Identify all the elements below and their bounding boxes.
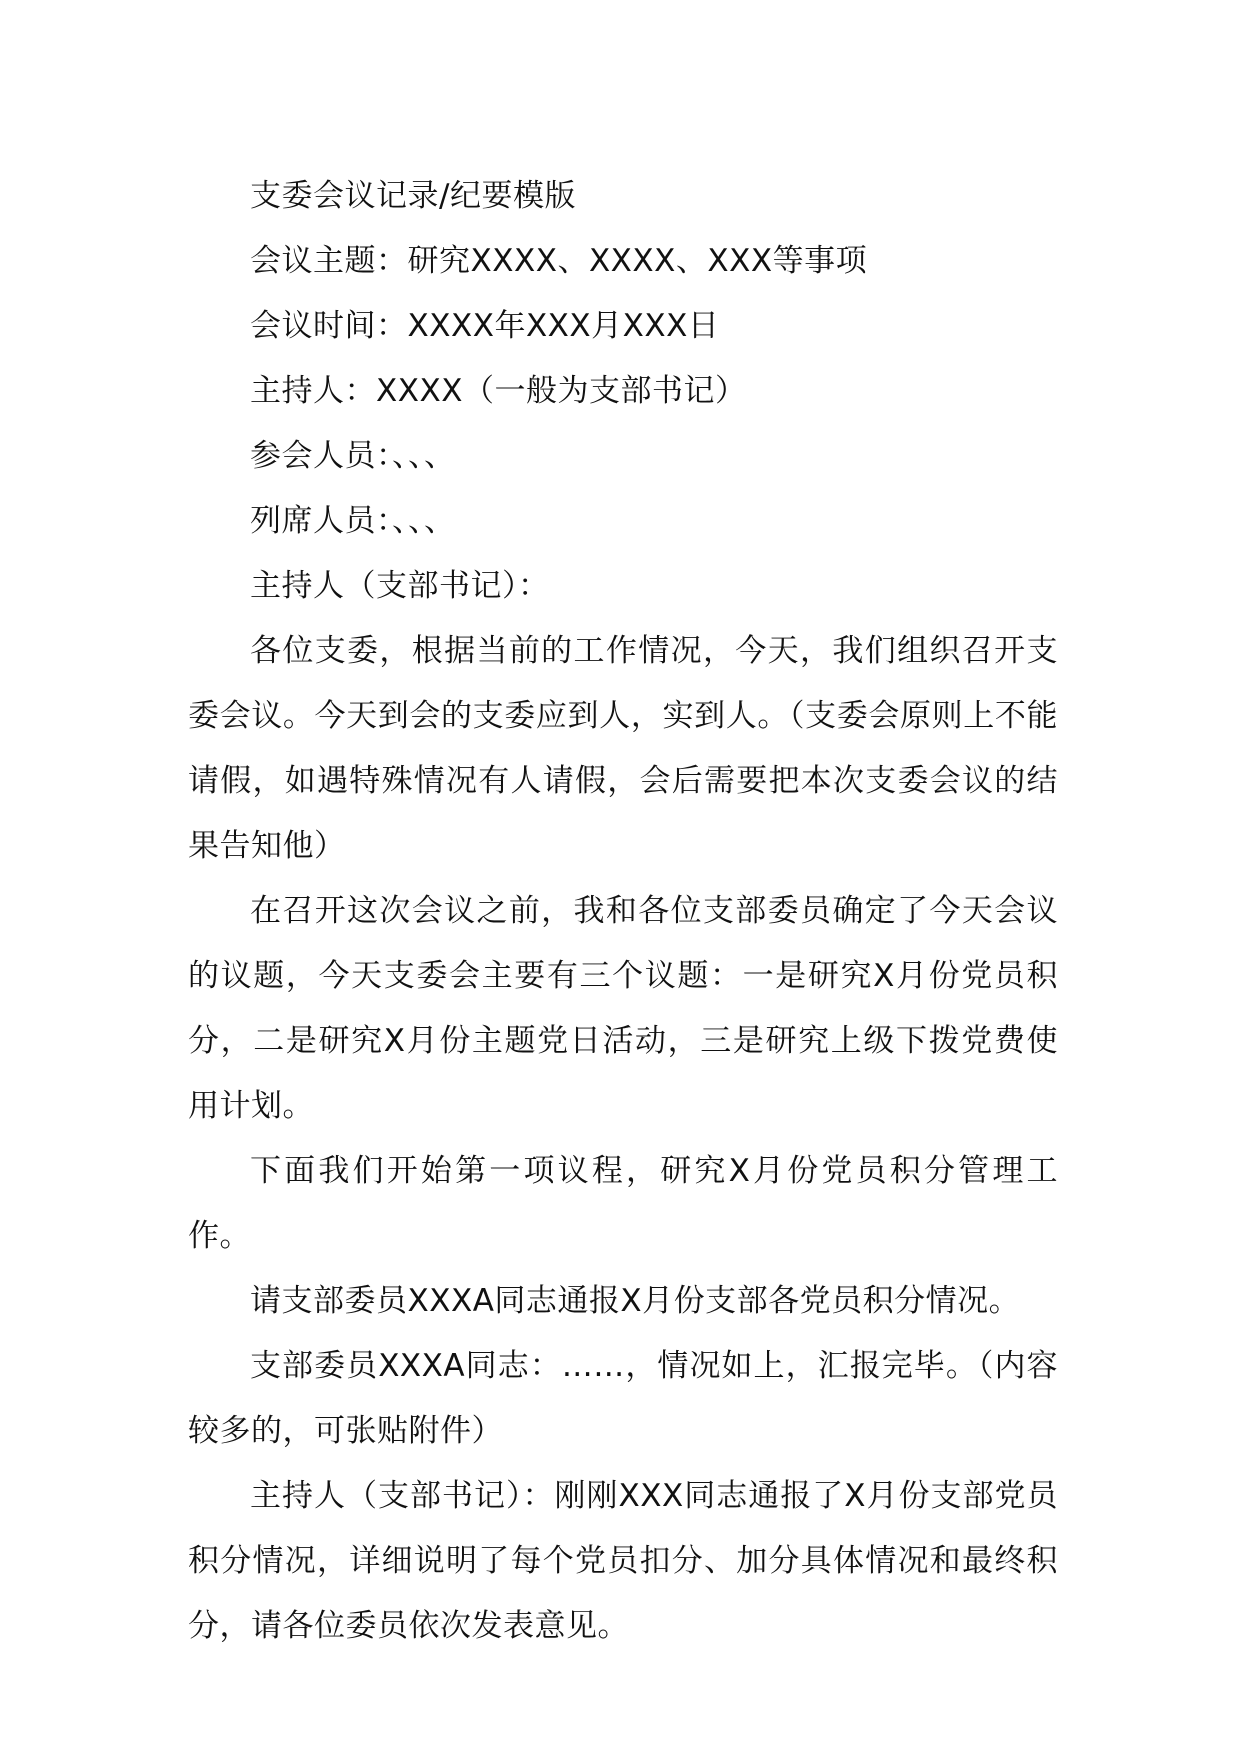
opening-paragraph: 各位支委，根据当前的工作情况，今天，我们组织召开支委会议。今天到会的支委应到人，实到人。（支委会原则上不能请假，如遇特殊情况有人请假，会后需要把本次支委会议的结果告知他） xyxy=(188,633,1058,864)
meeting-topic: 会议主题：研究XXXX、XXXX、XXX等事项 xyxy=(250,243,868,279)
first-agenda-item: 下面我们开始第一项议程，研究X月份党员积分管理工作。 xyxy=(188,1153,1058,1254)
host-speaker-label: 主持人（支部书记）： xyxy=(250,568,550,604)
member-report: 支部委员XXXA同志：……，情况如上，汇报完毕。（内容较多的，可张贴附件） xyxy=(188,1348,1058,1449)
host-summary: 主持人（支部书记）：刚刚XXX同志通报了X月份支部党员积分情况，详细说明了每个党员扣分、加分具体情况和最终积分，请各位委员依次发表意见。 xyxy=(188,1478,1058,1644)
meeting-observers: 列席人员：、、、 xyxy=(250,503,456,539)
agenda-paragraph: 在召开这次会议之前，我和各位支部委员确定了今天会议的议题，今天支委会主要有三个议题：一是研究X月份党员积分，二是研究X月份主题党日活动，三是研究上级下拨党费使用计划。 xyxy=(188,893,1058,1124)
meeting-attendees: 参会人员：、、、 xyxy=(250,438,456,474)
document-title: 支委会议记录/纪要模版 xyxy=(250,178,576,214)
meeting-host: 主持人：XXXX（一般为支部书记） xyxy=(250,373,747,409)
meeting-time: 会议时间：XXXX年XXX月XXX日 xyxy=(250,308,720,344)
report-request: 请支部委员XXXA同志通报X月份支部各党员积分情况。 xyxy=(250,1283,1021,1319)
document-body xyxy=(188,164,1058,1659)
